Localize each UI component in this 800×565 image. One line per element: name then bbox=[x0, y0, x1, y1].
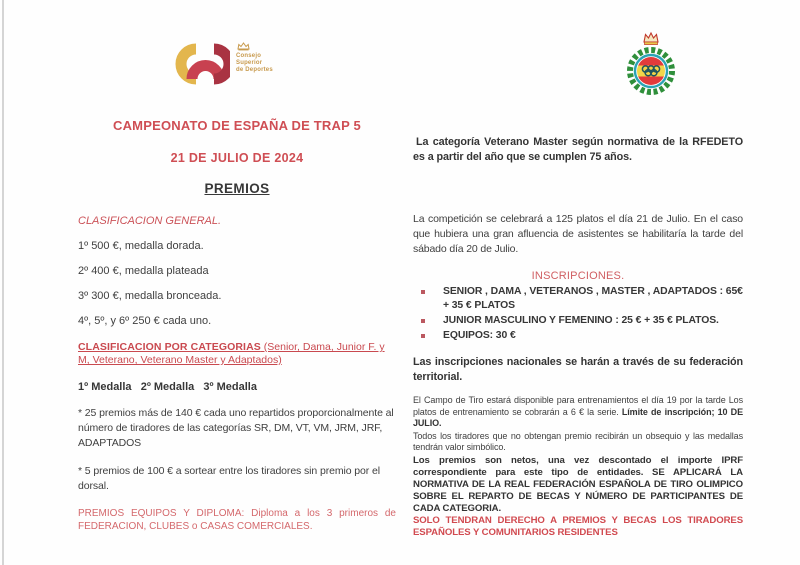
csd-org-line: Consejo bbox=[236, 53, 262, 59]
clasificacion-general-heading: CLASIFICACION GENERAL. bbox=[78, 215, 222, 227]
inscription-fee-item-equipos: EQUIPOS: 30 € bbox=[413, 329, 743, 343]
inscripciones-heading: INSCRIPCIONES. bbox=[531, 270, 625, 282]
csd-org-line: de Deportes bbox=[236, 67, 273, 73]
left-column bbox=[78, 110, 396, 539]
event-date: 21 DE JULIO DE 2024 bbox=[170, 151, 304, 165]
federation-emblem-icon bbox=[622, 30, 680, 96]
page-header bbox=[0, 0, 800, 110]
medal-positions: 1º Medalla 2º Medalla 3º Medalla bbox=[78, 381, 257, 393]
event-title: CAMPEONATO DE ESPAÑA DE TRAP 5 bbox=[113, 118, 361, 133]
inscription-fee-list bbox=[413, 285, 743, 343]
document-body bbox=[0, 110, 800, 539]
categorias-heading-lead: CLASIFICACION POR CATEGORIAS bbox=[78, 341, 261, 353]
categorias-heading-detail: (Senior, Dama, Junior F. y M, Veterano, Veterano Master y Adaptados) bbox=[78, 341, 385, 366]
csd-logo-icon bbox=[168, 38, 230, 90]
prize-line-2: 2º 400 €, medalla plateada bbox=[78, 265, 209, 277]
premios-equipos-note: PREMIOS EQUIPOS Y DIPLOMA: Diploma a los 3 primeros de FEDERACION, CLUBES o CASAS COMERCIALES. bbox=[78, 508, 396, 532]
right-column bbox=[413, 110, 743, 539]
csd-org-line: Superior bbox=[236, 60, 263, 66]
inscription-fee-item-senior: SENIOR , DAMA , VETERANOS , MASTER , ADAPTADOS : 65€ + 35 € PLATOS bbox=[413, 285, 743, 313]
note-5-premios: * 5 premios de 100 € a sortear entre los tiradores sin premio por el dorsal. bbox=[78, 465, 380, 492]
crown-icon bbox=[237, 42, 250, 51]
premios-heading: PREMIOS bbox=[204, 181, 270, 196]
categorias-heading bbox=[78, 341, 396, 367]
limite-inscripcion-text: Límite de inscripción; 10 DE JULIO. bbox=[413, 406, 743, 428]
prize-line-4: 4º, 5º, y 6º 250 € cada uno. bbox=[78, 315, 212, 327]
competicion-paragraph: La competición se celebrará a 125 platos el día 21 de Julio. En el caso que hubiera una gran afluencia de asistentes se habilitaría la tarde del sábado día 20 de Julio. bbox=[413, 213, 743, 255]
prize-line-3: 3º 300 €, medalla bronceada. bbox=[78, 290, 222, 302]
premios-netos-note: Los premios son netos, una vez descontado el importe IPRF correspondiente para este tipo de entidades. SE APLICARÁ LA NORMATIVA DE LA REAL FEDERACIÓN ESPAÑOLA DE TIRO OLIMPICO SOBRE EL REPARTO DE BECAS Y NÚMERO DE PARTICIPANTES DE CADA CATEGORIA. bbox=[413, 454, 743, 514]
federation-logo bbox=[622, 30, 680, 101]
residentes-note: SOLO TENDRAN DERECHO A PREMIOS Y BECAS LOS TIRADORES ESPAÑOLES Y COMUNITARIOS RESIDENTES bbox=[413, 514, 743, 538]
obsequio-note: Todos los tiradores que no obtengan premio recibirán un obsequio y las medallas tendrán valor simbólico. bbox=[413, 430, 743, 452]
prize-line-1: 1º 500 €, medalla dorada. bbox=[78, 240, 204, 252]
veterano-master-note: La categoría Veterano Master según normativa de la RFEDETO es a partir del año que se cumplen 75 años. bbox=[413, 136, 743, 163]
inscription-fee-item-junior: JUNIOR MASCULINO Y FEMENINO : 25 € + 35 € PLATOS. bbox=[413, 314, 743, 328]
federacion-territorial-note: Las inscripciones nacionales se harán a través de su federación territorial. bbox=[413, 356, 743, 383]
campo-tiro-regular-text: El Campo de Tiro estará disponible para entrenamientos el día 19 por la tarde Los platos de entrenamiento se cobrarán a 6 € la serie. bbox=[413, 395, 743, 417]
campo-tiro-note bbox=[413, 395, 743, 430]
note-25-premios: * 25 premios más de 140 € cada uno repartidos proporcionalmente al número de tiradores de las categorías SR, DM, VT, VM, JRM, JRF, ADAPTADOS bbox=[78, 407, 394, 449]
csd-logo bbox=[168, 38, 273, 90]
csd-logo-text bbox=[236, 42, 273, 74]
